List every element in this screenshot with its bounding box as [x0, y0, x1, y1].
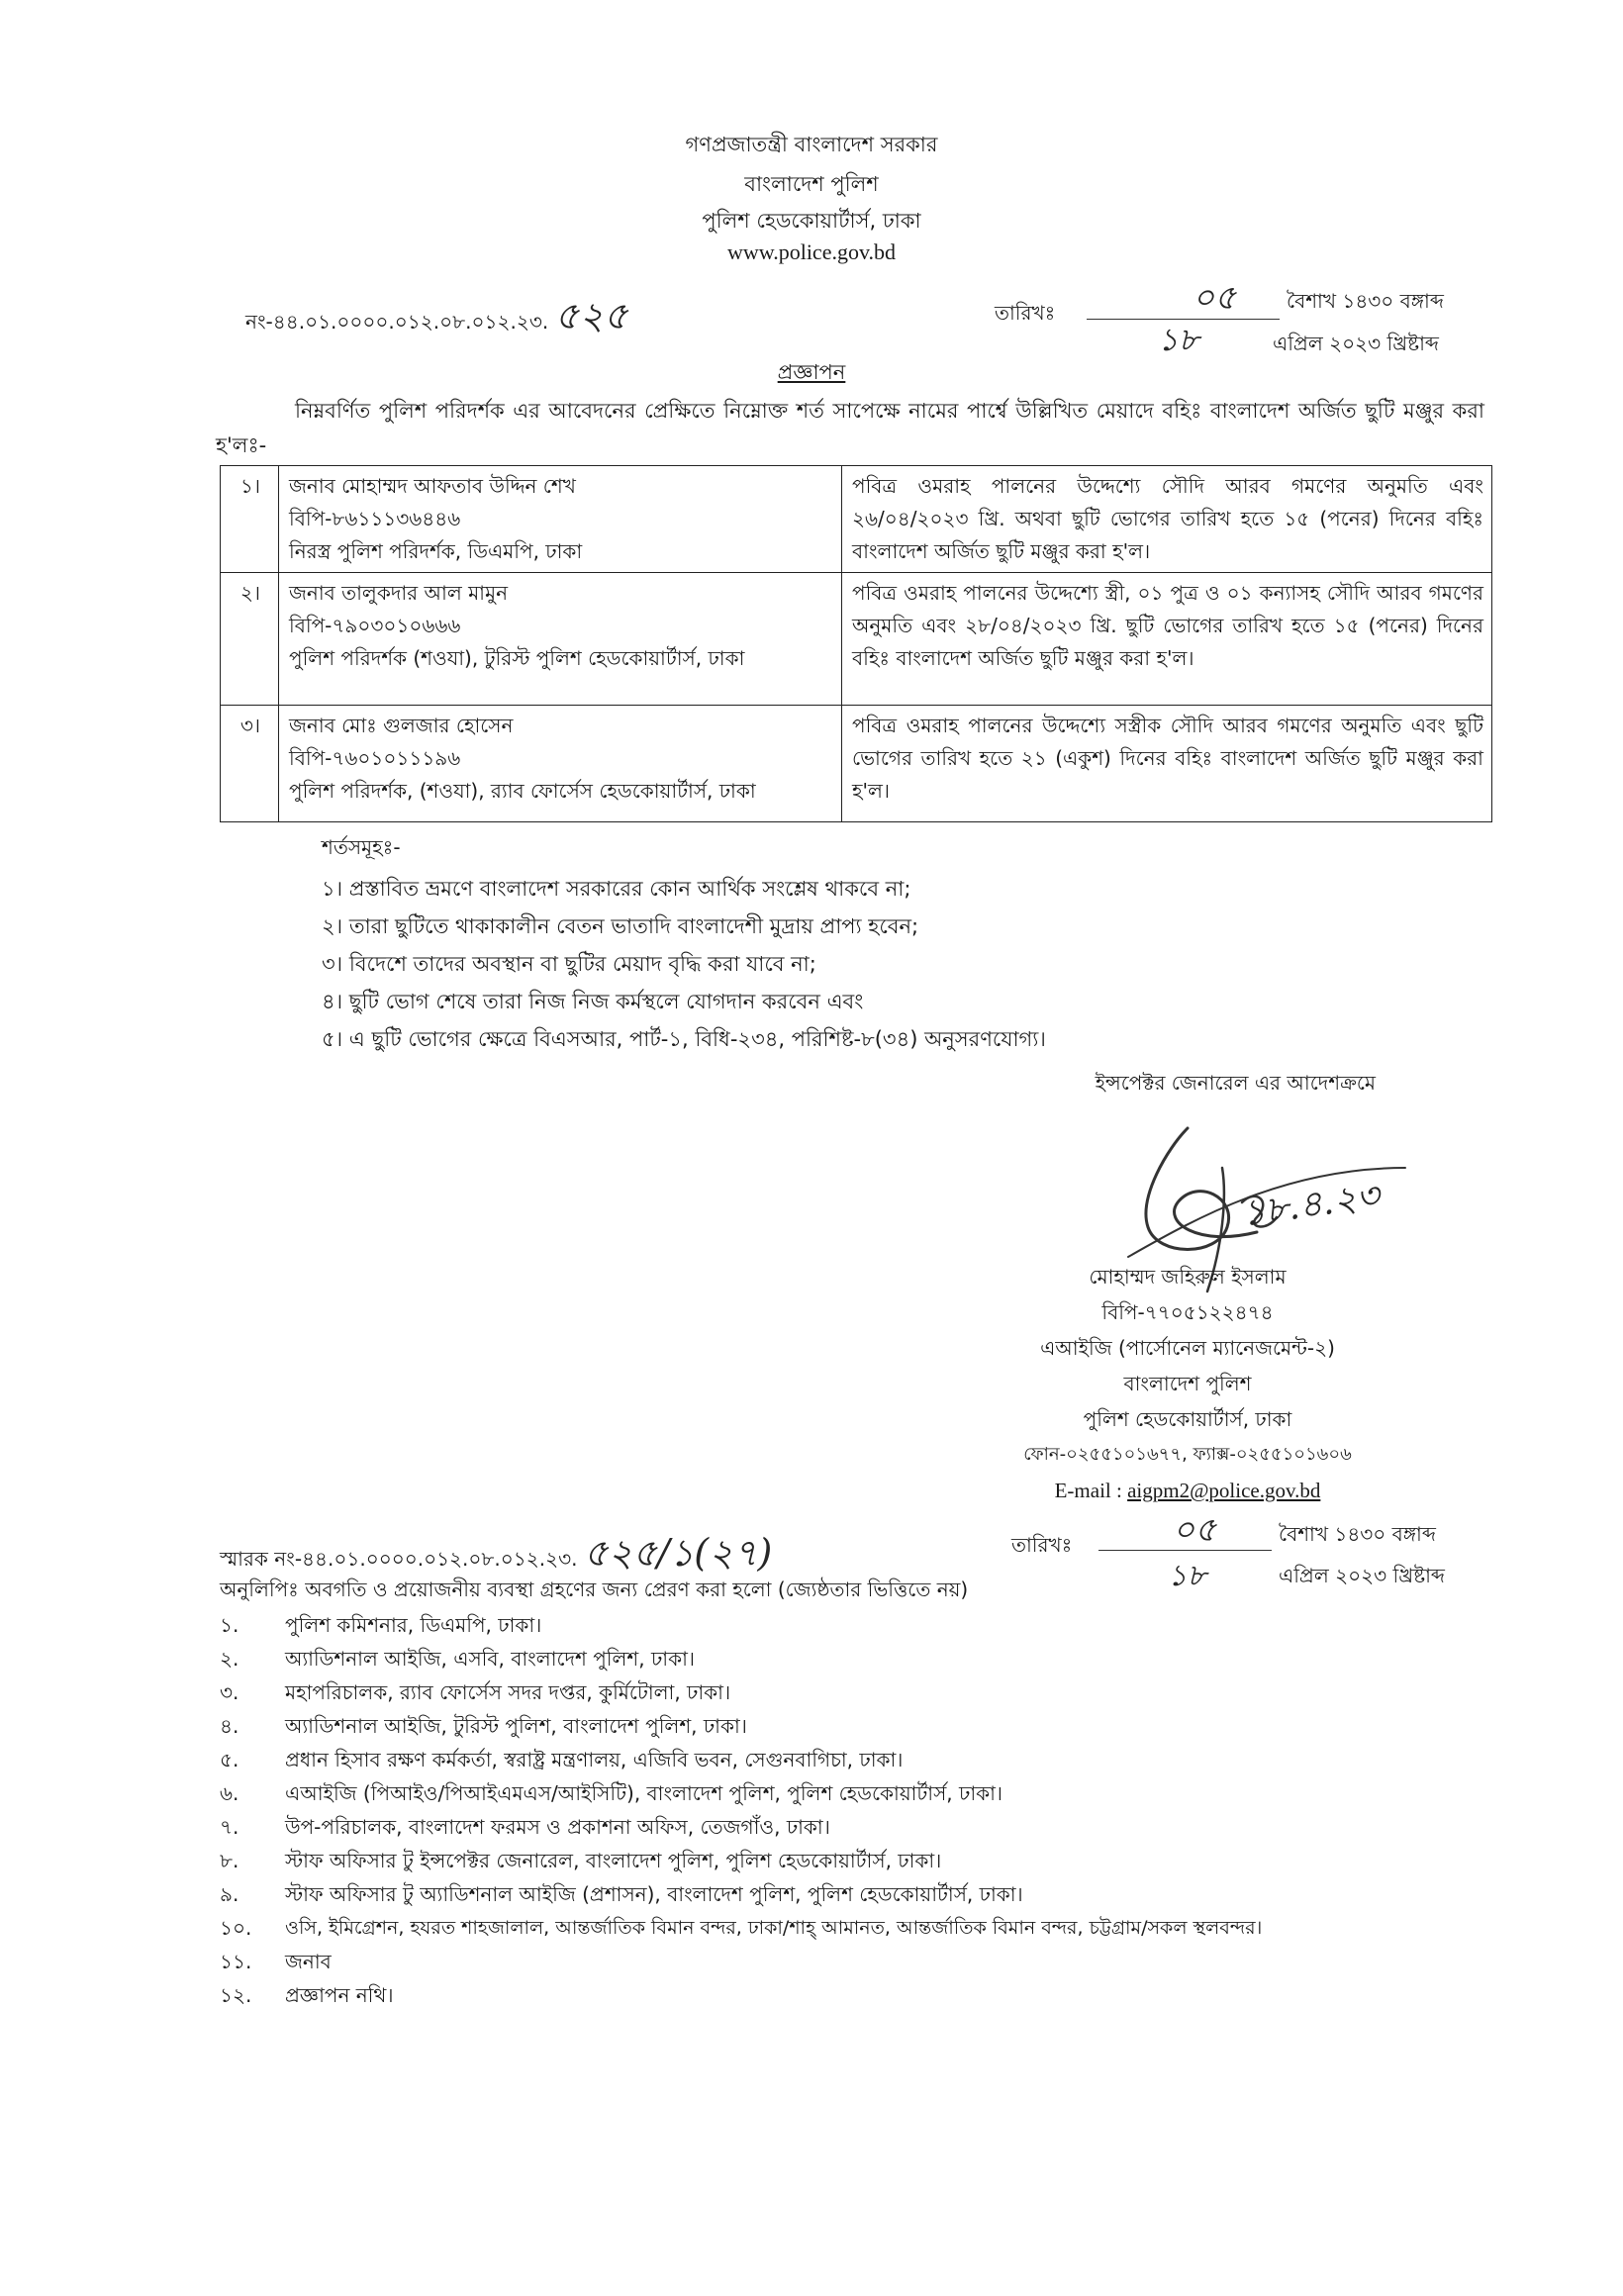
signatory-designation: এআইজি (পার্সোনেল ম্যানেজমেন্ট-২): [1040, 1336, 1335, 1360]
officer-info: [279, 466, 842, 573]
date-english: এপ্রিল ২০২৩ খ্রিষ্টাব্দ: [1273, 332, 1439, 355]
officer-info: [279, 706, 842, 822]
date-english-handwritten: ১৮: [1158, 321, 1199, 358]
memo2-handwritten-number: ৫২৫/১(২৭): [583, 1531, 773, 1575]
officer-name: জনাব মোঃ গুলজার হোসেন: [289, 714, 514, 737]
condition-item: ২। তারা ছুটিতে থাকাকালীন বেতন ভাতাদি বাংলাদেশী মুদ্রায় প্রাপ্য হবেন;: [322, 914, 919, 938]
signature-date-handwritten: ১৮.৪.২৩: [1239, 1175, 1383, 1235]
signatory-block: [950, 1259, 1425, 1508]
serial-number: ২।: [221, 573, 279, 706]
notice-title: প্রজ্ঞাপন: [777, 360, 846, 384]
signatory-org: বাংলাদেশ পুলিশ: [1123, 1372, 1252, 1395]
email-label: E-mail :: [1054, 1479, 1122, 1502]
table-row: [221, 706, 1492, 822]
memo2-date-bangla-handwritten: ০৫: [1173, 1510, 1217, 1550]
signatory-name: মোহাম্মদ জহিরুল ইসলাম: [1089, 1265, 1287, 1289]
officer-designation: পুলিশ পরিদর্শক (শওযা), টুরিস্ট পুলিশ হেডকোয়ার্টার্স, ঢাকা: [289, 646, 745, 670]
notice-intro: নিম্নবর্ণিত পুলিশ পরিদর্শক এর আবেদনের প্রেক্ষিতে নিম্নোক্ত শর্ত সাপেক্ষে নামের পার্শ্বে উল্লিখিত মেয়াদে বহিঃ বাংলাদেশ অর্জিত ছুটি মঞ্জুর করা হ'লঃ-: [216, 399, 1484, 457]
leave-details: পবিত্র ওমরাহ পালনের উদ্দেশ্যে সস্ত্রীক সৌদি আরব গমণের অনুমতি এবং ছুটি ভোগের তারিখ হতে ২১ (একুশ) দিনের বহিঃ বাংলাদেশ অর্জিত ছুটি মঞ্জুর করা হ'ল।: [842, 706, 1492, 822]
leave-details: পবিত্র ওমরাহ পালনের উদ্দেশ্যে সৌদি আরব গমণের অনুমতি এবং ২৬/০৪/২০২৩ খ্রি. অথবা ছুটি ভোগের তারিখ হতে ১৫ (পনের) দিনের বহিঃ বাংলাদেশ অর্জিত ছুটি মঞ্জুর করা হ'ল।: [842, 466, 1492, 573]
copies-intro: অনুলিপিঃ অবগতি ও প্রয়োজনীয় ব্যবস্থা গ্রহণের জন্য প্রেরণ করা হলো (জ্যেষ্ঠতার ভিত্তিতে নয়): [220, 1578, 969, 1601]
condition-item: ১। প্রস্তাবিত ভ্রমণে বাংলাদেশ সরকারের কোন আর্থিক সংশ্লেষ থাকবে না;: [322, 877, 911, 901]
condition-item: ৩। বিদেশে তাদের অবস্থান বা ছুটির মেয়াদ বৃদ্ধি করা যাবে না;: [322, 952, 816, 976]
memo2-date-english-handwritten: ১৮: [1168, 1559, 1206, 1593]
memo2-date-bangla: বৈশাখ ১৪৩০ বঙ্গাব্দ: [1279, 1522, 1436, 1546]
signatory-bp: বিপি-৭৭০৫১২২৪৭৪: [1101, 1300, 1274, 1324]
officer-name: জনাব মোহাম্মদ আফতাব উদ্দিন শেখ: [289, 474, 576, 498]
memo2-date-label: তারিখঃ: [1011, 1533, 1073, 1557]
condition-item: ৪। ছুটি ভোগ শেষে তারা নিজ নিজ কর্মস্থলে যোগদান করবেন এবং: [322, 990, 864, 1013]
officer-designation: পুলিশ পরিদর্শক, (শওযা), র‌্যাব ফোর্সেস হেডকোয়ার্টার্স, ঢাকা: [289, 779, 756, 803]
order-line: ইন্সপেক্টর জেনারেল এর আদেশক্রমে: [1095, 1071, 1376, 1095]
conditions-title: শর্তসমূহঃ-: [322, 835, 401, 859]
leave-details: পবিত্র ওমরাহ পালনের উদ্দেশ্যে স্ত্রী, ০১ পুত্র ও ০১ কন্যাসহ সৌদি আরব গমণের অনুমতি এবং ২৮/০৪/২০২৩ খ্রি. ছুটি ভোগের তারিখ হতে ১৫ (পনের) দিনের বহিঃ বাংলাদেশ অর্জিত ছুটি মঞ্জুর করা হ'ল।: [842, 573, 1492, 706]
website-link[interactable]: www.police.gov.bd: [726, 239, 897, 264]
condition-item: ৫। এ ছুটি ভোগের ক্ষেত্রে বিএসআর, পার্ট-১, বিধি-২৩৪, পরিশিষ্ট-৮(৩৪) অনুসরণযোগ্য।: [322, 1027, 1046, 1051]
date-bangla: বৈশাখ ১৪৩০ বঙ্গাব্দ: [1287, 289, 1444, 313]
table-row: [221, 466, 1492, 573]
signatory-email: [950, 1473, 1425, 1508]
serial-number: ১।: [221, 466, 279, 573]
officer-name: জনাব তালুকদার আল মামুন: [289, 581, 509, 605]
office-name: পুলিশ হেডকোয়ার্টার্স, ঢাকা: [702, 209, 921, 233]
date-bangla-handwritten: ০৫: [1193, 278, 1237, 318]
officer-info: [279, 573, 842, 706]
serial-number: ৩।: [221, 706, 279, 822]
officer-bp: বিপি-৮৬১১১৩৬৪৪৬: [289, 507, 461, 530]
memo2-date-english: এপ্রিল ২০২৩ খ্রিষ্টাব্দ: [1279, 1564, 1445, 1587]
signatory-phone: ফোন-০২৫৫১০১৬৭৭, ফ্যাক্স-০২৫৫১০১৬০৬: [1023, 1444, 1352, 1465]
officer-designation: নিরস্ত্র পুলিশ পরিদর্শক, ডিএমপি, ঢাকা: [289, 539, 583, 563]
signatory-office: পুলিশ হেডকোয়ার্টার্স, ঢাকা: [1083, 1407, 1292, 1431]
grant-table: [220, 465, 1492, 822]
document-page: গণপ্রজাতন্ত্রী বাংলাদেশ সরকার বাংলাদেশ পুলিশ পুলিশ হেডকোয়ার্টার্স, ঢাকা www.police.gov.bd নং-৪৪.০১.০০০০.০১২.০৮.০১২.২৩. ৫২৫ তারিখঃ ০৫ বৈশাখ ১৪৩০ বঙ্গাব্দ ১৮ এপ্রিল ২০২৩ খ্রিষ্টাব্দ প্রজ্ঞাপন নিম্নবর্ণিত পুলিশ পরিদর্শক এর আবেদনের প্রেক্ষিতে নিম্নোক্ত শর্ত সাপেক্ষে নামের পার্শ্বে উল্লিখিত মেয়াদে বহিঃ বাংলাদেশ অর্জিত ছুটি মঞ্জুর করা হ'লঃ- ১। জনাব মোহাম্মদ আফতাব উদ্দিন শেখ বিপি-৮৬১১১৩৬৪৪৬ নিরস্ত্র পুলিশ পরিদর্শক, ডিএমপি, ঢাকা পবিত্র ওমরাহ পালনের উদ্দেশ্যে সৌদি আরব গমণের অনুমতি এবং ২৬/০৪/২০২৩ খ্রি. অথবা ছুটি ভোগের তারিখ হতে ১৫ (পনের) দিনের বহিঃ বাংলাদেশ অর্জিত ছুটি মঞ্জুর করা হ'ল। ২। জনাব তালুকদার আল মামুন বিপি-৭৯০৩০১০৬৬৬ পুলিশ পরিদর্শক (শওযা), টুরিস্ট পুলিশ হেডকোয়ার্টার্স, ঢাকা পবিত্র ওমরাহ পালনের উদ্দেশ্যে স্ত্রী, ০১ পুত্র ও ০১ কন্যাসহ সৌদি আরব গমণের অনুমতি এবং ২৮/০৪/২০২৩ খ্রি. ছুটি ভোগের তারিখ হতে ১৫ (পনের) দিনের বহিঃ বাংলাদেশ অর্জিত ছুটি মঞ্জুর করা হ'ল। ৩। জনাব মোঃ গুলজার হোসেন বিপি-৭৬০১০১১১৯৬ পুলিশ পরিদর্শক, (শওযা), র‌্যাব ফোর্সেস হেডকোয়ার্টার্স, ঢাকা পবিত্র ওমরাহ পালনের উদ্দেশ্যে সস্ত্রীক সৌদি আরব গমণের অনুমতি এবং ছুটি ভোগের তারিখ হতে ২১ (একুশ) দিনের বহিঃ বাংলাদেশ অর্জিত ছুটি মঞ্জুর করা হ'ল। শর্তসমূহঃ- ১। প্রস্তাবিত ভ্রমণে বাংলাদেশ সরকারের কোন আর্থিক সংশ্লেষ থাকবে না; ২। তারা ছুটিতে থাকাকালীন বেতন ভাতাদি বাংলাদেশী মুদ্রায় প্রাপ্য হবেন; ৩। বিদেশে তাদের অবস্থান বা ছুটির মেয়াদ বৃদ্ধি করা যাবে না; ৪। ছুটি ভোগ শেষে তারা নিজ নিজ কর্মস্থলে যোগদান করবেন এবং ৫। এ ছুটি ভোগের ক্ষেত্রে বিএসআর, পার্ট-১, বিধি-২৩৪, পরিশিষ্ট-৮(৩৪) অনুসরণযোগ্য। ইন্সপেক্টর জেনারেল এর আদেশক্রমে ১৮.৪.২৩ মোহাম্মদ জহিরুল ইসলাম বিপি-৭৭০৫১২২৪৭৪ এআইজি (পার্সোনেল ম্যানেজমেন্ট-২) বাংলাদেশ পুলিশ পুলিশ হেডকোয়ার্টার্স, ঢাকা ফোন-০২৫৫১০১৬৭৭, ফ্যাক্স-০২৫৫১০১৬০৬ E-mail : aigpm2@police.gov.bd স্মারক নং-৪৪.০১.০০০০.০১২.০৮.০১২.২৩. ৫২৫/১(২৭) তারিখঃ ০৫ বৈশাখ ১৪৩০ বঙ্গাব্দ ১৮ এপ্রিল ২০২৩ খ্রিষ্টাব্দ অনুলিপিঃ অবগতি ও প্রয়োজনীয় ব্যবস্থা গ্রহণের জন্য প্রেরণ করা হলো (জ্যেষ্ঠতার ভিত্তিতে নয়) ১. পুলিশ কমিশনার, ডিএমপি, ঢাকা। ২. অ্যাডিশনাল আইজি, এসবি, বাংলাদেশ পুলিশ, ঢাকা। ৩. মহাপরিচালক, র‌্যাব ফোর্সেস সদর দপ্তর, কুর্মিটোলা, ঢাকা। ৪. অ্যাডিশনাল আইজি, টুরিস্ট পুলিশ, বাংলাদেশ পুলিশ, ঢাকা। ৫. প্রধান হিসাব রক্ষণ কর্মকর্তা, স্বরাষ্ট্র মন্ত্রণালয়, এজিবি ভবন, সেগুনবাগিচা, ঢাকা। ৬. এআইজি (পিআইও/পিআইএমএস/আইসিটি), বাংলাদেশ পুলিশ, পুলিশ হেডকোয়ার্টার্স, ঢাকা। ৭. উপ-পরিচালক, বাংলাদেশ ফরমস ও প্রকাশনা অফিস, তেজগাঁও, ঢাকা। ৮. স্টাফ অফিসার টু ইন্সপেক্টর জেনারেল, বাংলাদেশ পুলিশ, পুলিশ হেডকোয়ার্টার্স, ঢাকা। ৯. স্টাফ অফিসার টু অ্যাডিশনাল আইজি (প্রশাসন), বাংলাদেশ পুলিশ, পুলিশ হেডকোয়ার্টার্স, ঢাকা। ১০. ওসি, ইমিগ্রেশন, হযরত শাহজালাল, আন্তর্জাতিক বিমান বন্দর, ঢাকা/শাহ্ আমানত, আন্তর্জাতিক বিমান বন্দর, চট্টগ্রাম/সকল স্থলবন্দর। ১১. জনাব ১২. প্রজ্ঞাপন নথি।: [0, 0, 1623, 2296]
memo-handwritten-number: ৫২৫: [554, 294, 628, 337]
memo-number: [245, 287, 628, 350]
table-row: [221, 573, 1492, 706]
memo-number-text: নং-৪৪.০১.০০০০.০১২.০৮.০১২.২৩.: [245, 310, 549, 334]
org-name: বাংলাদেশ পুলিশ: [744, 172, 879, 196]
email-link[interactable]: aigpm2@police.gov.bd: [1127, 1479, 1321, 1502]
memo2-number-text: স্মারক নং-৪৪.০১.০০০০.০১২.০৮.০১২.২৩.: [220, 1547, 578, 1571]
officer-bp: বিপি-৭৬০১০১১১৯৬: [289, 746, 461, 770]
officer-bp: বিপি-৭৯০৩০১০৬৬৬: [289, 614, 461, 637]
govt-name: গণপ্রজাতন্ত্রী বাংলাদেশ সরকার: [685, 133, 938, 156]
date-label: তারিখঃ: [995, 301, 1056, 325]
